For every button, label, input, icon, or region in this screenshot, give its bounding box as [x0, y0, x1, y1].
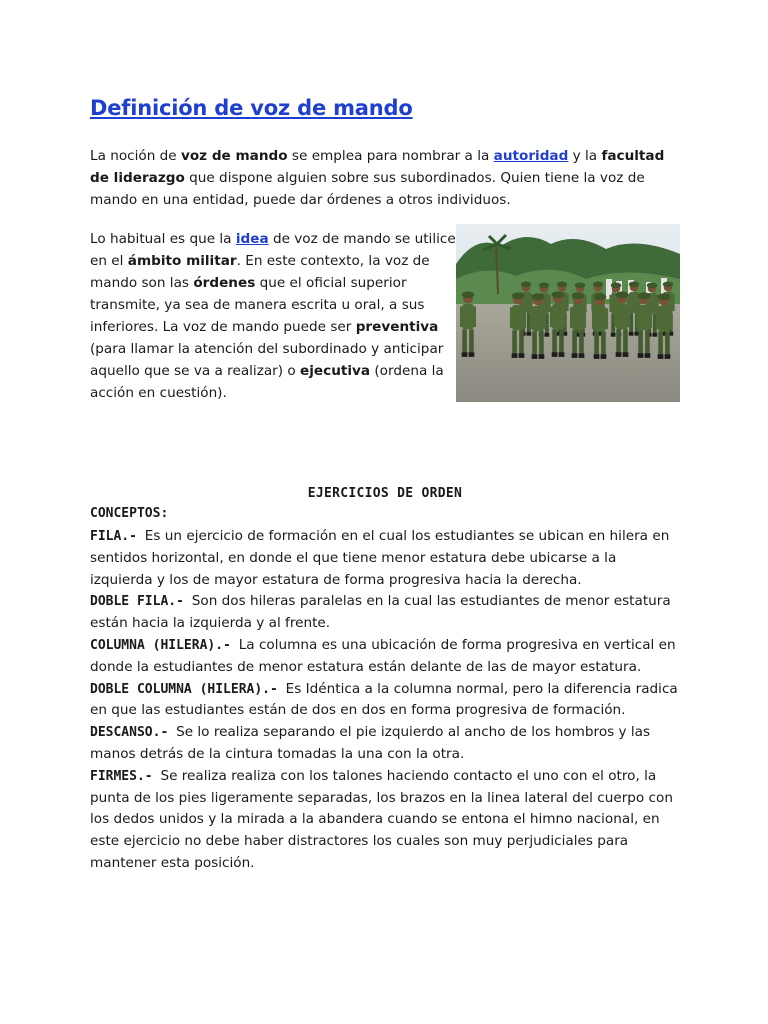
concepts-label: CONCEPTOS: [90, 506, 169, 521]
bold-ejecutiva: ejecutiva [300, 363, 371, 379]
soldiers-illustration [456, 224, 680, 402]
paragraph-definition: La noción de voz de mando se emplea para nombrar a la autoridad y la facultad de liderazgo que dispone alguien sobre sus subordinados. Quien tiene la voz de mando en una entidad, puede dar órdenes a otros individuos. [90, 148, 665, 208]
concept-item-doble-fila: DOBLE FILA.- Son dos hileras paralelas en la cual las estudiantes de menor estatura están hacia la izquierda y al frente. [90, 593, 671, 632]
bold-preventiva: preventiva [355, 319, 439, 335]
bold-ordenes: órdenes [193, 275, 256, 291]
section-title: EJERCICIOS DE ORDEN [307, 486, 463, 501]
concept-item-firmes: FIRMES.- Se realiza realiza con los talones haciendo contacto el uno con el otro, la punta de los pies ligeramente separadas, los brazos en la linea lateral del cuerpo con los dedos unidos y la mirada a la abandera cuando se entona el himno nacional, en este ejercicio no debe haber distractores los cuales son muy perjudiciales para mantener esta posición. [90, 767, 673, 871]
link-idea[interactable]: idea [235, 231, 269, 247]
concepts-list [90, 526, 682, 875]
page-title: Definición de voz de mando [90, 96, 413, 120]
link-autoridad[interactable]: autoridad [493, 148, 569, 164]
concept-item-doble-columna: DOBLE COLUMNA (HILERA).- Es Idéntica a la columna normal, pero la diferencia radica en que las estudiantes están de dos en dos en forma progresiva de formación. [90, 680, 678, 719]
bold-voz-de-mando: voz de mando [180, 148, 288, 164]
concept-item-fila: FILA.- Es un ejercicio de formación en el cual los estudiantes se ubican en hilera en sentidos horizontal, en donde el que tiene menor estatura debe ubicarse a la izquierda y los de mayor estatura de forma progresiva hacia la derecha. [90, 528, 670, 588]
concept-item-descanso: DESCANSO.- Se lo realiza separando el pie izquierdo al ancho de los hombros y las manos detrás de la cintura tomadas la una con la otra. [90, 724, 651, 762]
concept-item-columna: COLUMNA (HILERA).- La columna es una ubicación de forma progresiva en vertical en donde la estudiantes de menor estatura están delante de las de mayor estatura. [90, 636, 676, 675]
bold-facultad-liderazgo: facultad de liderazgo [90, 148, 665, 186]
soldiers-photo [456, 224, 680, 402]
bold-ambito-militar: ámbito militar [127, 253, 237, 269]
paragraph-military: Lo habitual es que la idea de voz de mando se utilice en el ámbito militar. En este contexto, la voz de mando son las órdenes que el oficial superior transmite, ya sea de manera escrita u oral, a sus inferiores. La voz de mando puede ser preventiva (para llamar la atención del subordinado y anticipar aquello que se va a realizar) o ejecutiva (ordena la acción en cuestión). [90, 231, 456, 401]
